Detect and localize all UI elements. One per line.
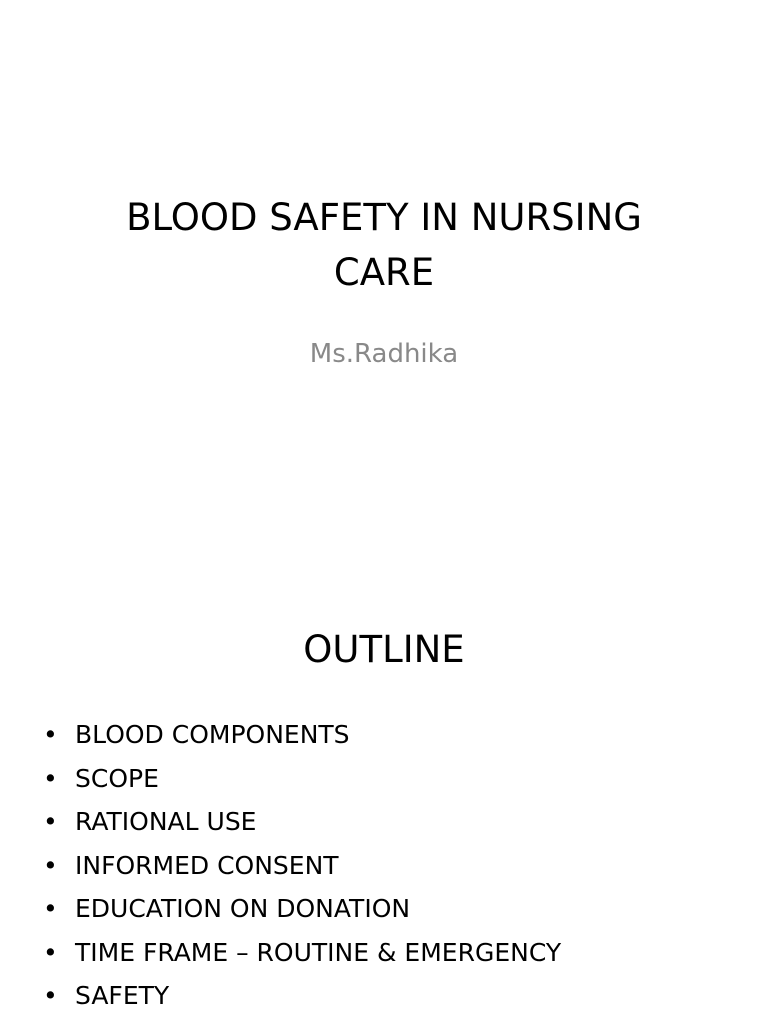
list-item-label: SAFETY bbox=[75, 981, 170, 1010]
list-item-label: RATIONAL USE bbox=[75, 807, 257, 836]
list-item-label: BLOOD COMPONENTS bbox=[75, 720, 350, 749]
list-item-label: INFORMED CONSENT bbox=[75, 850, 339, 880]
list-item bbox=[38, 887, 561, 931]
slide-subtitle-author: Ms.Radhika bbox=[309, 339, 459, 369]
bullet-icon: • bbox=[43, 937, 58, 967]
list-item bbox=[38, 757, 561, 801]
bullet-icon: • bbox=[43, 981, 58, 1010]
outline-list bbox=[38, 713, 561, 1018]
outline-slide bbox=[0, 576, 768, 1024]
list-item-label: EDUCATION ON DONATION bbox=[75, 894, 411, 923]
bullet-icon: • bbox=[43, 850, 58, 880]
bullet-icon: • bbox=[43, 763, 58, 793]
list-item bbox=[38, 713, 561, 757]
list-item bbox=[38, 844, 561, 888]
bullet-icon: • bbox=[43, 807, 58, 836]
list-item-label: SCOPE bbox=[75, 763, 159, 793]
list-item bbox=[38, 974, 561, 1018]
outline-title: OUTLINE bbox=[303, 628, 465, 671]
list-item bbox=[38, 800, 561, 844]
list-item bbox=[38, 931, 561, 975]
slide-title: BLOOD SAFETY IN NURSING CARE bbox=[126, 196, 642, 294]
bullet-icon: • bbox=[43, 720, 58, 749]
list-item-label: TIME FRAME – ROUTINE & EMERGENCY bbox=[75, 937, 562, 967]
bullet-icon: • bbox=[43, 894, 58, 923]
